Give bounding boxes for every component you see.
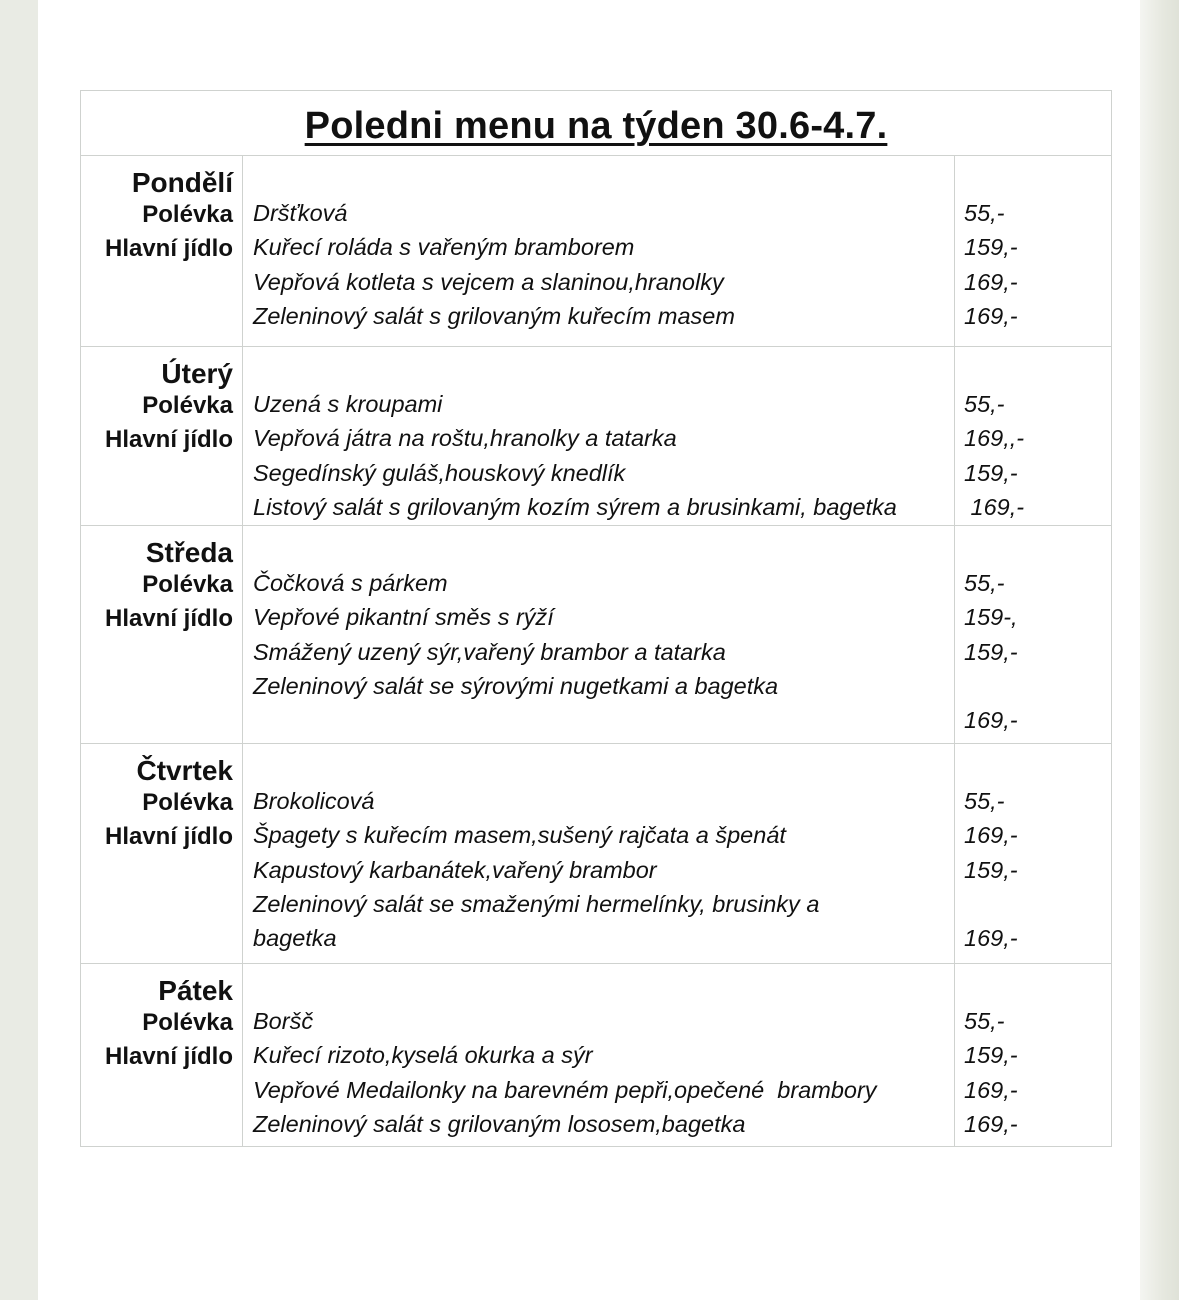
soup-label: Polévka — [142, 1009, 233, 1036]
day-labels — [81, 744, 243, 964]
day-labels — [81, 156, 243, 347]
price-list — [955, 744, 1112, 964]
day-name: Pondělí — [131, 167, 233, 198]
dish-item: Zeleninový salát s grilovaným kuřecím masem — [253, 302, 735, 329]
dish-item: bagetka — [253, 925, 337, 952]
day-row-monday — [81, 156, 1112, 347]
day-labels — [81, 347, 243, 526]
soup-label: Polévka — [142, 789, 233, 816]
dish-item: Kuřecí rizoto,kyselá okurka a sýr — [253, 1042, 593, 1069]
dish-item: Čočková s párkem — [253, 570, 448, 596]
day-labels — [81, 964, 243, 1147]
price-item: 55,- — [964, 391, 1005, 417]
price-item: 169,- — [964, 493, 1025, 520]
dish-item: Vepřové Medailonky na barevném pepři,opečené brambory — [253, 1076, 877, 1103]
main-label: Hlavní jídlo — [104, 235, 233, 262]
dish-item: Segedínský guláš,houskový knedlík — [253, 459, 626, 486]
price-item: 169,- — [964, 1110, 1018, 1137]
dish-item: Uzená s kroupami — [253, 391, 443, 417]
title-row — [81, 91, 1112, 156]
price-item: 169,- — [964, 707, 1018, 734]
dish-item: Zeleninový salát se sýrovými nugetkami a bagetka — [253, 672, 779, 699]
dish-item — [253, 703, 954, 737]
menu-title: Poledni menu na týden 30.6-4.7. — [304, 104, 888, 147]
price-item: 55,- — [964, 200, 1005, 226]
dish-item: Kapustový karbanátek,vařený brambor — [253, 856, 657, 883]
day-name: Úterý — [161, 358, 233, 389]
dish-item: Vepřová kotleta s vejcem a slaninou,hranolky — [253, 268, 724, 295]
main-label: Hlavní jídlo — [104, 605, 233, 632]
dish-item: Vepřová játra na roštu,hranolky a tatarka — [253, 425, 677, 452]
price-item: 169,- — [964, 268, 1018, 295]
main-label: Hlavní jídlo — [104, 1043, 233, 1070]
price-item: 55,- — [964, 570, 1005, 596]
dish-item: Vepřové pikantní směs s rýží — [253, 604, 554, 631]
price-item: 169,,- — [964, 425, 1025, 452]
price-item: 55,- — [964, 1008, 1005, 1034]
price-list — [955, 347, 1112, 526]
price-item: 169,- — [964, 822, 1018, 849]
main-label: Hlavní jídlo — [104, 823, 233, 850]
dish-item: Špagety s kuřecím masem,sušený rajčata a špenát — [253, 822, 786, 849]
dish-item: Zeleninový salát s grilovaným lososem,bagetka — [253, 1110, 746, 1137]
dish-item: Dršťková — [253, 200, 348, 226]
day-row-friday — [81, 964, 1112, 1147]
price-item — [964, 887, 1111, 921]
price-list — [955, 156, 1112, 347]
dish-list — [243, 744, 955, 964]
price-item: 169,- — [964, 302, 1018, 329]
soup-label: Polévka — [142, 392, 233, 419]
price-item — [964, 669, 1111, 703]
price-item: 169,- — [964, 1076, 1018, 1103]
title-cell — [81, 91, 1112, 156]
dish-item: Kuřecí roláda s vařeným bramborem — [253, 234, 635, 261]
dish-item: Zeleninový salát se smaženými hermelínky, brusinky a — [253, 890, 820, 917]
dish-list — [243, 156, 955, 347]
day-name: Středa — [145, 537, 233, 568]
day-name: Pátek — [158, 975, 233, 1006]
dish-item: Brokolicová — [253, 788, 375, 814]
day-row-tuesday — [81, 347, 1112, 526]
background-edge — [1140, 0, 1179, 1300]
dish-item: Boršč — [253, 1008, 314, 1034]
price-item: 159,- — [964, 1042, 1018, 1069]
price-item: 169,- — [964, 925, 1018, 952]
menu-table — [80, 90, 1112, 1147]
day-row-wednesday — [81, 526, 1112, 744]
price-item: 159,- — [964, 234, 1018, 261]
day-row-thursday — [81, 744, 1112, 964]
dish-item: Smážený uzený sýr,vařený brambor a tatarka — [253, 638, 726, 665]
soup-label: Polévka — [142, 201, 233, 228]
price-list — [955, 964, 1112, 1147]
price-item: 159,- — [964, 459, 1018, 486]
dish-list — [243, 526, 955, 744]
dish-list — [243, 347, 955, 526]
price-item: 159-, — [964, 604, 1018, 631]
day-labels — [81, 526, 243, 744]
day-name: Čtvrtek — [136, 755, 233, 786]
price-item: 159,- — [964, 856, 1018, 883]
price-item: 159,- — [964, 638, 1018, 665]
price-list — [955, 526, 1112, 744]
soup-label: Polévka — [142, 571, 233, 598]
dish-list — [243, 964, 955, 1147]
price-item: 55,- — [964, 788, 1005, 814]
main-label: Hlavní jídlo — [104, 426, 233, 453]
dish-item: Listový salát s grilovaným kozím sýrem a brusinkami, bagetka — [253, 493, 897, 520]
